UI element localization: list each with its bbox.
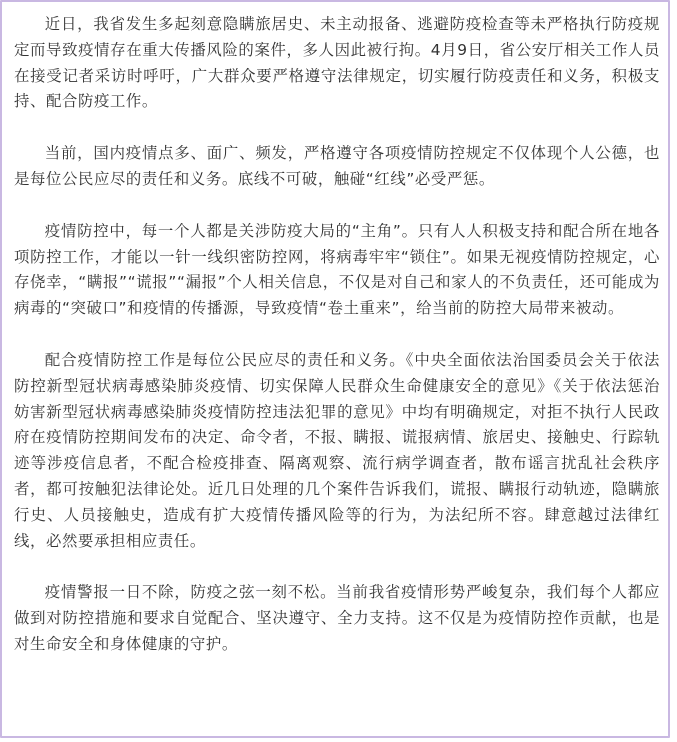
paragraph-current-situation: 当前，国内疫情点多、面广、频发，严格遵守各项疫情防控规定不仅体现个人公德，也是每位公民应尽的责任和义务。底线不可破，触碰“红线”必受严惩。 (14, 144, 660, 188)
paragraph-conclusion: 疫情警报一日不除，防疫之弦一刻不松。当前我省疫情形势严峻复杂，我们每个人都应做到对防控措施和要求自觉配合、坚决遵守、全力支持。这不仅是为疫情防控作贡献，也是对生命安全和身体健康的守护。 (14, 583, 660, 653)
paragraph-legal-obligation: 配合疫情防控工作是每位公民应尽的责任和义务。《中央全面依法治国委员会关于依法防控新型冠状病毒感染肺炎疫情、切实保障人民群众生命健康安全的意见》《关于依法惩治妨害新型冠状病毒感染肺炎疫情防控违法犯罪的意见》中均有明确规定，对拒不执行人民政府在疫情防控期间发布的决定、命令者，不报、瞒报、谎报病情、旅居史、接触史、行踪轨迹等涉疫信息者，不配合检疫排查、隔离观察、流行病学调查者，散布谣言扰乱社会秩序者，都可按触犯法律论处。近几日处理的几个案件告诉我们，谎报、瞒报行动轨迹，隐瞒旅行史、人员接触史，造成有扩大疫情传播风险等的行为，为法纪所不容。肆意越过法律红线，必然要承担相应责任。 (14, 350, 660, 550)
paragraph-everyone-protagonist: 疫情防控中，每一个人都是关涉防疫大局的“主角”。只有人人积极支持和配合所在地各项防控工作，才能以一针一线织密防控网，将病毒牢牢“锁住”。如果无视疫情防控规定，心存侥幸，“瞒报”“谎报”“漏报”个人相关信息，不仅是对自己和家人的不负责任，还可能成为病毒的“突破口”和疫情的传播源，导致疫情“卷土重来”，给当前的防控大局带来被动。 (14, 221, 660, 318)
article-body (14, 12, 660, 658)
paragraph-intro: 近日，我省发生多起刻意隐瞒旅居史、未主动报备、逃避防疫检查等未严格执行防疫规定而导致疫情存在重大传播风险的案件，多人因此被行拘。4月9日，省公安厅相关工作人员在接受记者采访时呼吁，广大群众要严格遵守法律规定，切实履行防疫责任和义务，积极支持、配合防疫工作。 (14, 15, 660, 111)
